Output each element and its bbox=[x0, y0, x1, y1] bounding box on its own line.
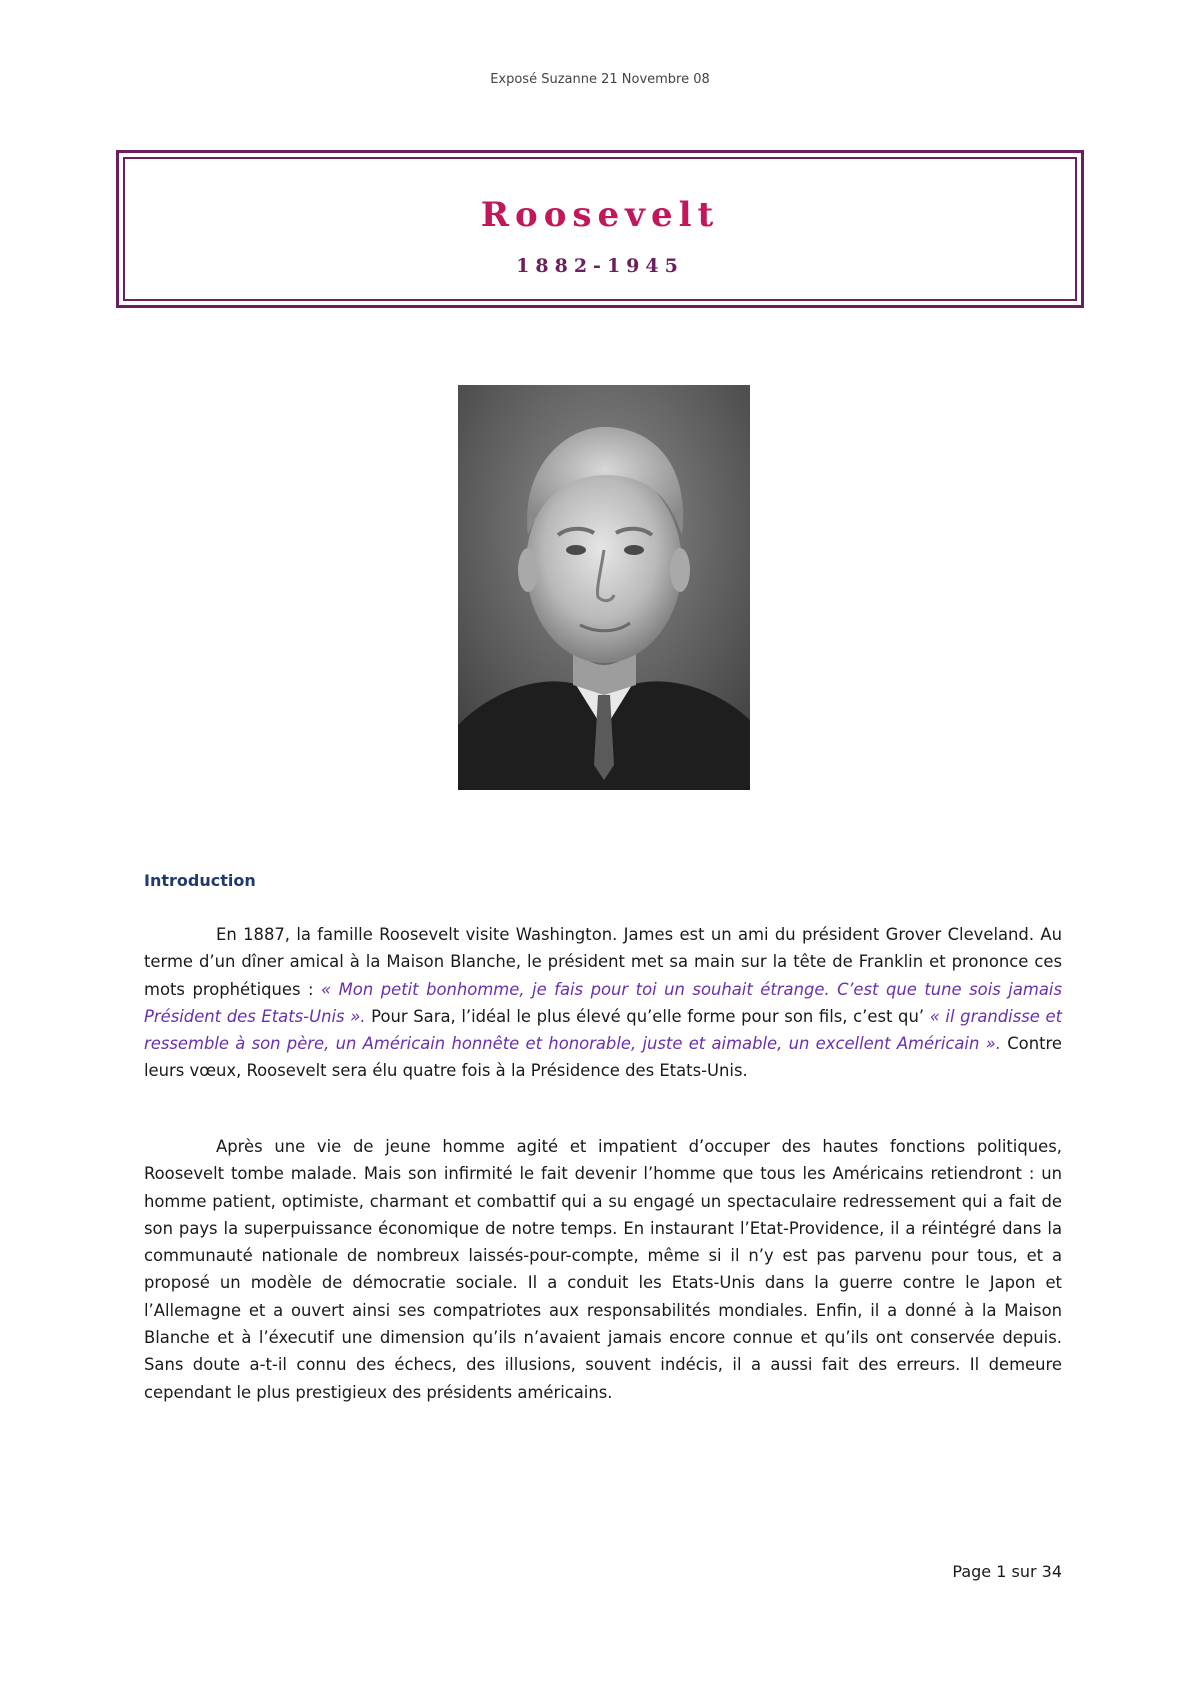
intro-p1-text-3: Contre leurs vœux, Roosevelt sera élu quatre fois à la Présidence des Etats-Unis. bbox=[144, 1034, 1062, 1081]
page-number: Page 1 sur 34 bbox=[952, 1562, 1062, 1581]
document-title: Roosevelt bbox=[480, 195, 720, 235]
title-box-inner bbox=[123, 157, 1077, 301]
intro-paragraph-1 bbox=[144, 921, 1062, 1085]
portrait-ear-right bbox=[670, 548, 690, 592]
title-box bbox=[116, 150, 1084, 308]
portrait-eye-left bbox=[566, 545, 586, 555]
document-subtitle: 1882-1945 bbox=[516, 255, 684, 277]
portrait-ear-left bbox=[518, 548, 538, 592]
running-header: Exposé Suzanne 21 Novembre 08 bbox=[490, 72, 710, 87]
intro-p1-quote-1: « Mon petit bonhomme, je fais pour toi un souhait étrange. C’est que tune sois jamais Président des Etats-Unis ». bbox=[144, 979, 1062, 1026]
portrait-eye-right bbox=[624, 545, 644, 555]
intro-paragraph-2: Après une vie de jeune homme agité et impatient d’occuper des hautes fonctions politiques, Roosevelt tombe malade. Mais son infirmité le fait devenir l’homme que tous les Américains retiendront : un homme patient, optimiste, charmant et combattif qui a su engagé un spectaculaire redressement qui a fait de son pays la superpuissance économique de notre temps. En instaurant l’Etat-Providence, il a réintégré dans la communauté nationale de nombreux laissés-pour-compte, même si il n’y est pas parvenu pour tous, et a proposé un modèle de démocratie sociale. Il a conduit les Etats-Unis dans la guerre contre le Japon et l’Allemagne et a ouvert ainsi ses compatriotes aux responsabilités mondiales. Enfin, il a donné à la Maison Blanche et à l’éxecutif une dimension qu’ils n’avaient jamais encore connue et qu’ils ont conservée depuis. Sans doute a-t-il connu des échecs, des illusions, souvent indécis, il a aussi fait des erreurs. Il demeure cependant le plus prestigieux des présidents américains. bbox=[144, 1137, 1062, 1402]
intro-p1-text-2: Pour Sara, l’idéal le plus élevé qu’elle forme pour son fils, c’est qu’ bbox=[365, 1006, 930, 1026]
intro-p1-text-1: En 1887, la famille Roosevelt visite Washington. James est un ami du président Grover Cleveland. Au terme d’un dîner amical à la Maison Blanche, le président met sa main sur la tête de Franklin et prononce ces mots prophétiques : bbox=[144, 925, 1062, 999]
section-heading-introduction: Introduction bbox=[144, 871, 256, 890]
portrait-image bbox=[458, 385, 750, 790]
intro-p1-quote-2: « il grandisse et ressemble à son père, un Américain honnête et honorable, juste et aimable, un excellent Américain ». bbox=[144, 1006, 1063, 1054]
